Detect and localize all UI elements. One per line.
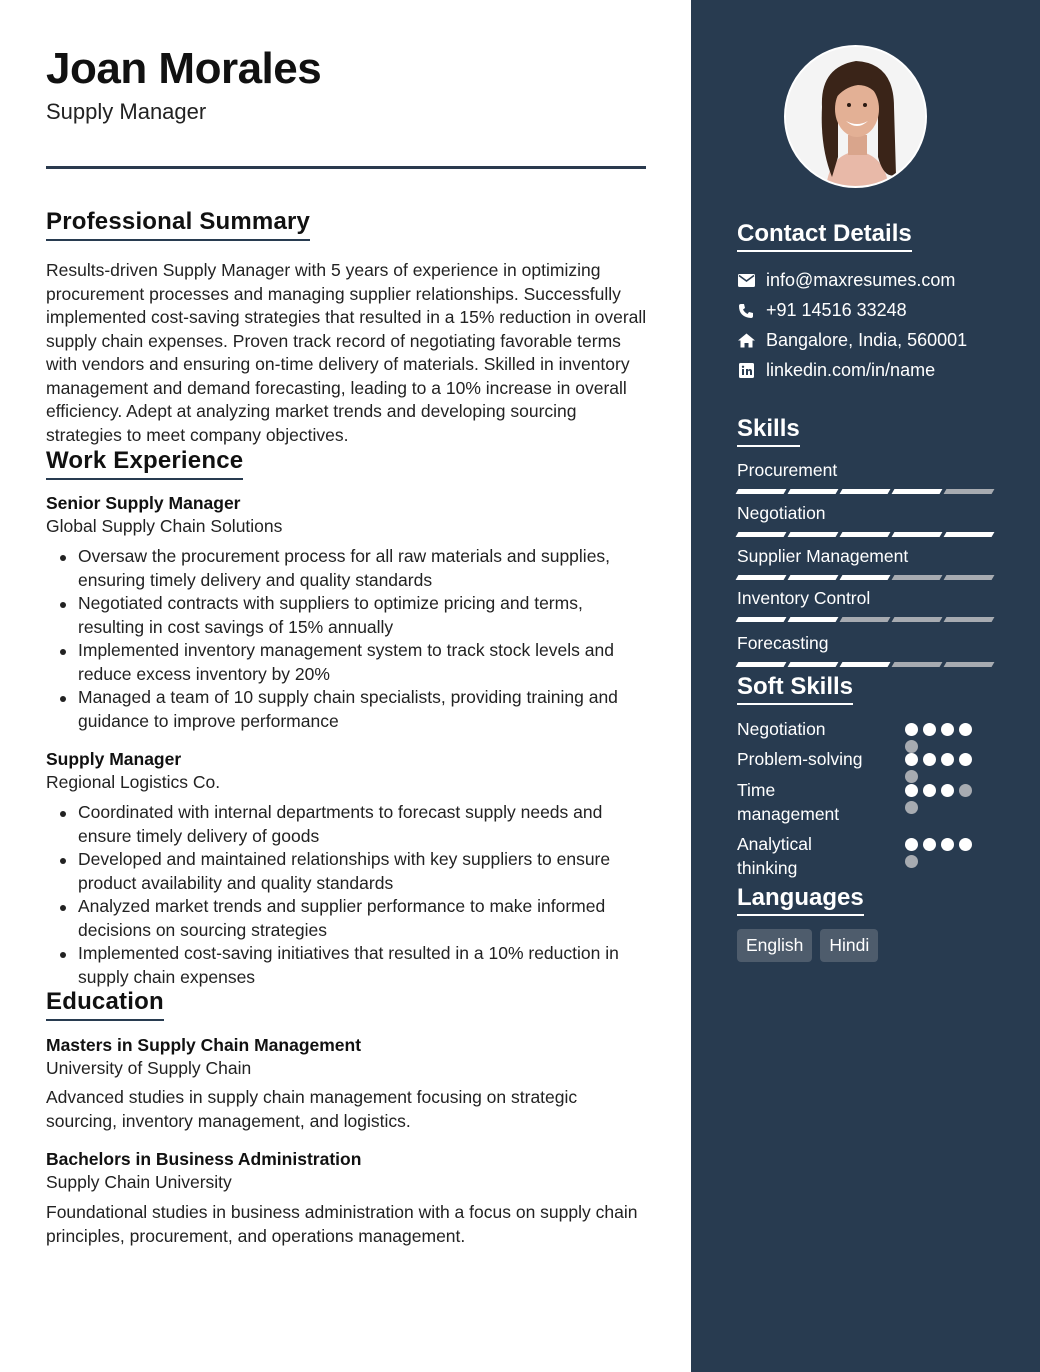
skill-name: Negotiation bbox=[737, 503, 826, 523]
rating-dot bbox=[941, 784, 954, 797]
rating-dot bbox=[941, 753, 954, 766]
phone-icon bbox=[737, 302, 755, 320]
skill-level-segment bbox=[840, 617, 891, 622]
job-org: Global Supply Chain Solutions bbox=[46, 516, 283, 536]
skill-level-segment bbox=[944, 662, 995, 667]
home-icon bbox=[737, 332, 755, 350]
rating-dot bbox=[905, 784, 918, 797]
skill-level-segment bbox=[788, 662, 839, 667]
skill-level-segment bbox=[944, 489, 995, 494]
skill-level-segment bbox=[736, 662, 787, 667]
skills-heading: Skills bbox=[737, 415, 800, 447]
rating-dot bbox=[923, 784, 936, 797]
skill-level-segment bbox=[892, 532, 943, 537]
job-bullets bbox=[46, 801, 646, 989]
soft-skill-name: Negotiation bbox=[737, 719, 826, 739]
rating-dot bbox=[905, 723, 918, 736]
soft-skill-name: Analytical thinking bbox=[737, 834, 812, 878]
summary-text: Results-driven Supply Manager with 5 years of experience in optimizing procurement processes and managing supplier relationships. Successfully implemented cost-saving strategies that resulted in a 15% reduction in overall supply chain expenses. Proven track record of negotiating favorable terms with vendors and ensuring on-time delivery of materials. Skilled in inventory management and demand forecasting, leading to a 10% increase in overall efficiency. Adept at analyzing market trends and developing sourcing strategies to meet company objectives. bbox=[46, 260, 647, 445]
job-title: Supply Manager bbox=[46, 749, 182, 769]
contact-phone-text: +91 14516 33248 bbox=[766, 300, 907, 320]
skill-level-bar bbox=[737, 617, 993, 622]
sidebar bbox=[691, 0, 1040, 1372]
skill-name: Supplier Management bbox=[737, 546, 909, 566]
skill-level-segment bbox=[840, 575, 891, 580]
contact-linkedin[interactable] bbox=[737, 360, 935, 381]
job-bullets bbox=[46, 545, 646, 733]
list-item: Oversaw the procurement process for all raw materials and supplies, ensuring timely delivery and quality standards bbox=[46, 545, 646, 592]
skill-level-segment bbox=[840, 662, 891, 667]
skill-level-segment bbox=[736, 532, 787, 537]
skill-level-segment bbox=[788, 489, 839, 494]
skill-level-segment bbox=[840, 489, 891, 494]
candidate-role: Supply Manager bbox=[46, 99, 207, 124]
skill-level-segment bbox=[944, 617, 995, 622]
rating-dot bbox=[905, 838, 918, 851]
rating-dot bbox=[923, 723, 936, 736]
list-item: Coordinated with internal departments to forecast supply needs and ensure timely delivery of goods bbox=[46, 801, 646, 848]
degree-title: Masters in Supply Chain Management bbox=[46, 1035, 362, 1055]
list-item: Managed a team of 10 supply chain specialists, providing training and guidance to improve performance bbox=[46, 686, 646, 733]
skill-level-segment bbox=[736, 575, 787, 580]
language-badge: English bbox=[737, 929, 812, 962]
soft-skill-rating bbox=[905, 838, 977, 868]
contact-address-text: Bangalore, India, 560001 bbox=[766, 330, 968, 350]
language-badge: Hindi bbox=[820, 929, 878, 962]
skill-name: Inventory Control bbox=[737, 588, 871, 608]
skill-level-segment bbox=[788, 575, 839, 580]
list-item: Developed and maintained relationships with key suppliers to ensure product availability and quality standards bbox=[46, 848, 646, 895]
rating-dot bbox=[941, 838, 954, 851]
rating-dot bbox=[923, 838, 936, 851]
soft-skill-name: Problem-solving bbox=[737, 749, 863, 769]
job-title: Senior Supply Manager bbox=[46, 493, 241, 513]
degree-description: Foundational studies in business administration with a focus on supply chain principles, procurement, and operations management. bbox=[46, 1202, 638, 1246]
skill-level-segment bbox=[840, 532, 891, 537]
soft-skill-rating bbox=[905, 723, 977, 753]
rating-dot bbox=[959, 753, 972, 766]
skill-level-segment bbox=[944, 532, 995, 537]
skill-level-segment bbox=[736, 617, 787, 622]
school-name: Supply Chain University bbox=[46, 1172, 232, 1192]
envelope-icon bbox=[737, 272, 755, 290]
rating-dot bbox=[941, 723, 954, 736]
skill-level-bar bbox=[737, 532, 993, 537]
rating-dot bbox=[905, 855, 918, 868]
school-name: University of Supply Chain bbox=[46, 1058, 252, 1078]
rating-dot bbox=[959, 784, 972, 797]
rating-dot bbox=[959, 723, 972, 736]
degree-description: Advanced studies in supply chain management focusing on strategic sourcing, inventory management, and logistics. bbox=[46, 1087, 578, 1131]
contact-linkedin-text: linkedin.com/in/name bbox=[766, 360, 936, 380]
skill-level-bar bbox=[737, 575, 993, 580]
list-item: Negotiated contracts with suppliers to optimize pricing and terms, resulting in cost savings of 15% annually bbox=[46, 592, 646, 639]
header-divider bbox=[46, 166, 646, 169]
avatar bbox=[784, 45, 927, 188]
rating-dot bbox=[905, 770, 918, 783]
skill-level-segment bbox=[944, 575, 995, 580]
contact-email-text: info@maxresumes.com bbox=[766, 270, 956, 290]
languages-heading: Languages bbox=[737, 884, 864, 916]
list-item: Analyzed market trends and supplier performance to make informed decisions on sourcing strategies bbox=[46, 895, 646, 942]
skill-level-bar bbox=[737, 662, 993, 667]
list-item: Implemented inventory management system to track stock levels and reduce excess inventory by 20% bbox=[46, 639, 646, 686]
skill-level-segment bbox=[892, 617, 943, 622]
linkedin-icon bbox=[737, 362, 755, 380]
languages-list bbox=[737, 929, 878, 962]
rating-dot bbox=[905, 801, 918, 814]
skill-level-segment bbox=[788, 617, 839, 622]
experience-heading: Work Experience bbox=[46, 447, 243, 480]
skill-level-segment bbox=[788, 532, 839, 537]
list-item: Implemented cost-saving initiatives that resulted in a 10% reduction in supply chain expenses bbox=[46, 942, 646, 989]
rating-dot bbox=[959, 838, 972, 851]
soft-skill-name: Time management bbox=[737, 780, 840, 824]
soft-skills-heading: Soft Skills bbox=[737, 673, 853, 705]
education-heading: Education bbox=[46, 988, 164, 1021]
degree-title: Bachelors in Business Administration bbox=[46, 1149, 362, 1169]
contact-heading: Contact Details bbox=[737, 220, 912, 252]
candidate-name: Joan Morales bbox=[46, 44, 322, 93]
contact-address bbox=[737, 330, 967, 351]
skill-level-segment bbox=[736, 489, 787, 494]
skill-name: Forecasting bbox=[737, 633, 829, 653]
job-org: Regional Logistics Co. bbox=[46, 772, 221, 792]
skill-level-segment bbox=[892, 575, 943, 580]
skill-level-segment bbox=[892, 489, 943, 494]
skill-level-bar bbox=[737, 489, 993, 494]
rating-dot bbox=[905, 740, 918, 753]
skill-level-segment bbox=[892, 662, 943, 667]
rating-dot bbox=[905, 753, 918, 766]
summary-heading: Professional Summary bbox=[46, 208, 310, 241]
portrait-image bbox=[786, 47, 927, 188]
soft-skill-rating bbox=[905, 753, 977, 783]
skill-name: Procurement bbox=[737, 460, 838, 480]
contact-email[interactable] bbox=[737, 270, 955, 291]
rating-dot bbox=[923, 753, 936, 766]
soft-skill-rating bbox=[905, 784, 977, 814]
contact-phone[interactable] bbox=[737, 300, 907, 321]
